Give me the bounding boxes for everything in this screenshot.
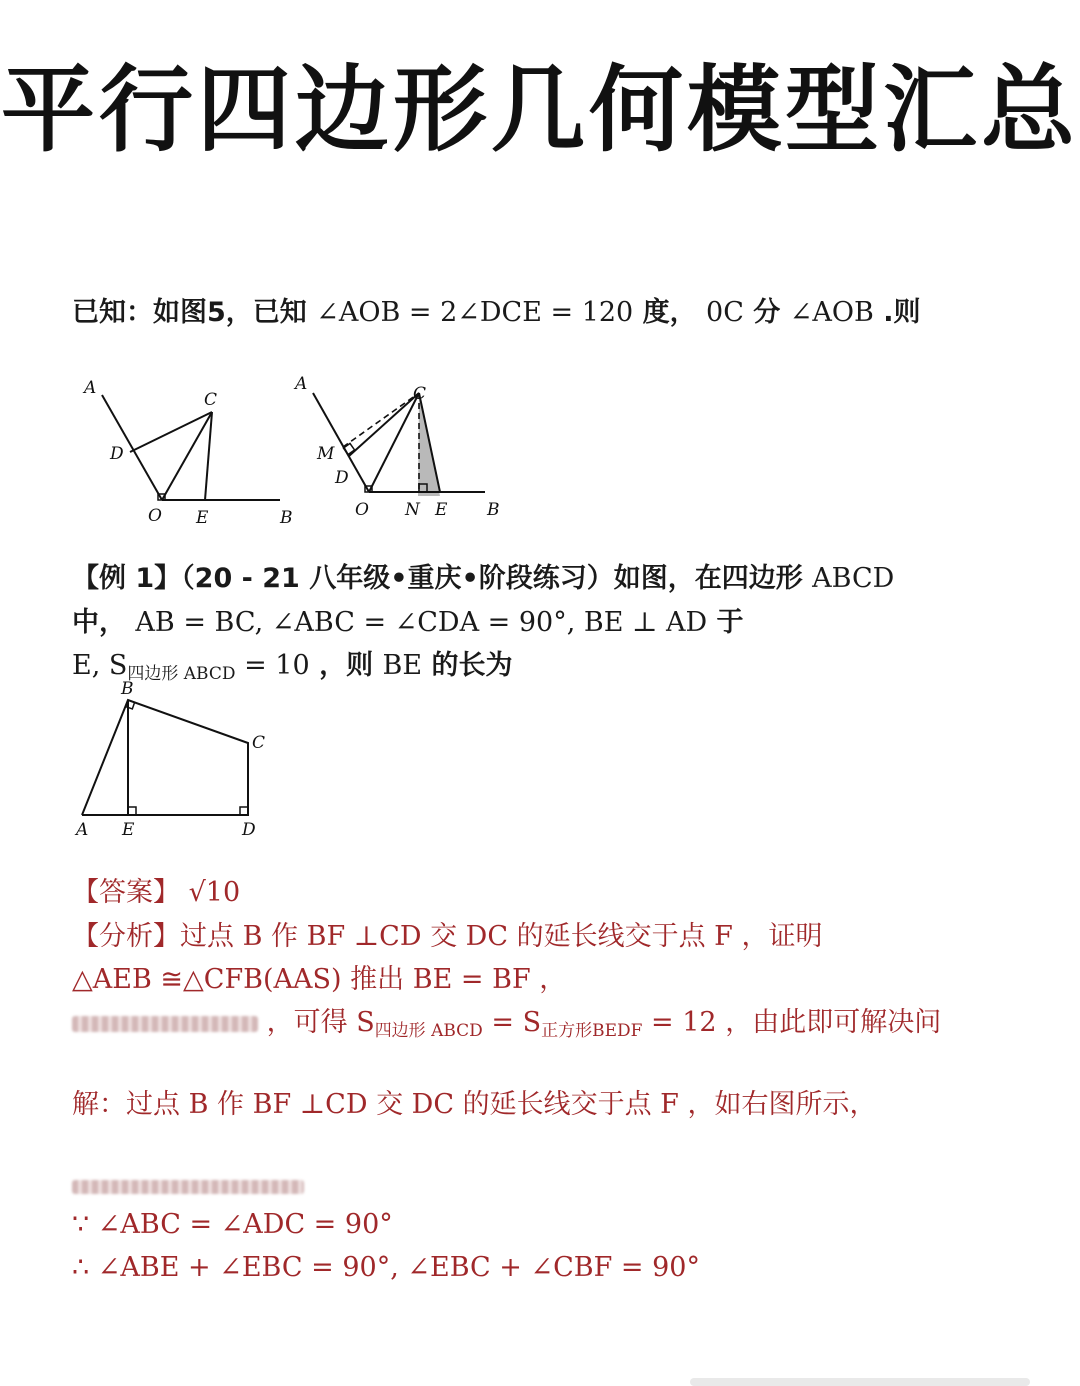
solution-text: 解：过点 (72, 1089, 180, 1120)
area-subscript: 四边形 ABCD (374, 1021, 483, 1041)
perpendicular: BF ⊥CD (306, 921, 422, 952)
example-text: 中， (72, 607, 126, 638)
analysis-text: 推出 (350, 964, 405, 995)
figure-2 (285, 365, 515, 535)
segment-oc: 0C (706, 297, 744, 328)
analysis-text: ，证明 (741, 921, 823, 952)
point-b: B (242, 921, 263, 952)
point-f: F (660, 1089, 679, 1120)
area-symbol: E, S (72, 650, 128, 681)
blurred-line (72, 1170, 304, 1201)
label-c: C (413, 384, 427, 404)
label-e: E (122, 820, 135, 840)
problem-text: 分 (753, 297, 781, 328)
point-f: F (714, 921, 733, 952)
congruence: △AEB ≅△CFB(AAS) (72, 964, 342, 995)
analysis-line-1 (72, 914, 823, 953)
perpendicular: BF ⊥CD (252, 1089, 368, 1120)
area-subscript: 正方形BEDF (541, 1021, 643, 1041)
analysis-text: ，可得 (266, 1007, 348, 1038)
problem-text: 已知：如图5，已知 (72, 297, 307, 328)
label-b: B (280, 508, 293, 528)
solution-line-3 (72, 1252, 700, 1283)
analysis-text: 交 (430, 921, 458, 952)
area-value: = 12 (642, 1007, 717, 1038)
quadrilateral-abcd (82, 700, 248, 815)
answer-line (72, 870, 240, 909)
area-symbol: S (356, 1007, 375, 1038)
example-text: 于 (716, 607, 744, 638)
analysis-text: 过点 (180, 921, 234, 952)
example-text: ，则 (319, 650, 374, 681)
problem-line (72, 290, 920, 329)
label-m: M (317, 444, 335, 464)
answer-value: √10 (188, 877, 241, 908)
label-d: D (242, 820, 256, 840)
analysis-text: ， (539, 964, 567, 995)
label-c: C (252, 733, 266, 753)
label-b: B (121, 680, 134, 699)
watermark-strip (690, 1378, 1030, 1386)
right-angle-mark (240, 807, 248, 815)
angle-aob: ∠AOB (789, 297, 874, 328)
label-a: A (84, 378, 97, 398)
example-text: 的长为 (431, 650, 513, 681)
area-value: = 10 (235, 650, 310, 681)
analysis-line-3 (72, 1000, 941, 1041)
area-subscript: 四边形 ABCD (127, 664, 236, 684)
label-d: D (110, 444, 124, 464)
example-line-2 (72, 600, 744, 639)
solution-text: ，如右图所示， (687, 1089, 877, 1120)
analysis-text: 作 (271, 921, 299, 952)
label-n: N (405, 500, 420, 520)
label-e: E (196, 508, 209, 528)
label-c: C (204, 390, 218, 410)
line-co (369, 393, 419, 492)
problem-text: .则 (883, 297, 921, 328)
problem-text: 度， (642, 297, 697, 328)
right-angle-mark (128, 807, 136, 815)
analysis-line-2 (72, 957, 566, 996)
analysis-text: 的延长线交于点 (516, 921, 706, 952)
label-e: E (435, 500, 448, 520)
example-line-1 (72, 556, 894, 595)
figure-3 (70, 680, 290, 845)
label-o: O (148, 506, 162, 526)
be-equals-bf: BE = BF (412, 964, 531, 995)
blurred-text (72, 1180, 304, 1194)
segment-be: BE (382, 650, 423, 681)
segment-dc: DC (465, 921, 508, 952)
solution-text: 作 (217, 1089, 245, 1120)
analysis-text: ，由此即可解决问 (725, 1007, 942, 1038)
answer-label: 【答案】 (72, 877, 180, 908)
example-head: 【例 1】（20 - 21 八年级•重庆•阶段练习）如图，在四边形 (72, 563, 803, 594)
figure-1 (70, 365, 320, 535)
blurred-text (72, 1016, 258, 1032)
label-o: O (355, 500, 369, 520)
because-statement: ∵ ∠ABC = ∠ADC = 90° (72, 1209, 393, 1240)
line-cm (343, 393, 419, 447)
solution-line-1 (72, 1082, 877, 1121)
point-b: B (188, 1089, 209, 1120)
line-dc (349, 393, 419, 456)
label-b: B (487, 500, 500, 520)
area-equals: = S (482, 1007, 542, 1038)
example-conditions: AB = BC, ∠ABC = ∠CDA = 90°, BE ⊥ AD (135, 607, 708, 638)
line-ce (205, 412, 212, 500)
solution-text: 的延长线交于点 (462, 1089, 652, 1120)
example-line-3 (72, 643, 512, 684)
label-a: A (76, 820, 89, 840)
label-a: A (295, 374, 308, 394)
solution-line-2 (72, 1209, 393, 1240)
label-d: D (335, 468, 349, 488)
analysis-label: 【分析】 (72, 921, 180, 952)
angle-equation: ∠AOB = 2∠DCE = 120 (316, 297, 634, 328)
therefore-statement: ∴ ∠ABE + ∠EBC = 90°, ∠EBC + ∠CBF = 90° (72, 1252, 700, 1283)
solution-text: 交 (376, 1089, 404, 1120)
quad-name: ABCD (812, 563, 895, 594)
segment-dc: DC (411, 1089, 454, 1120)
page-title: 平行四边形几何模型汇总 (0, 56, 1079, 165)
right-angle-mark (126, 700, 135, 709)
